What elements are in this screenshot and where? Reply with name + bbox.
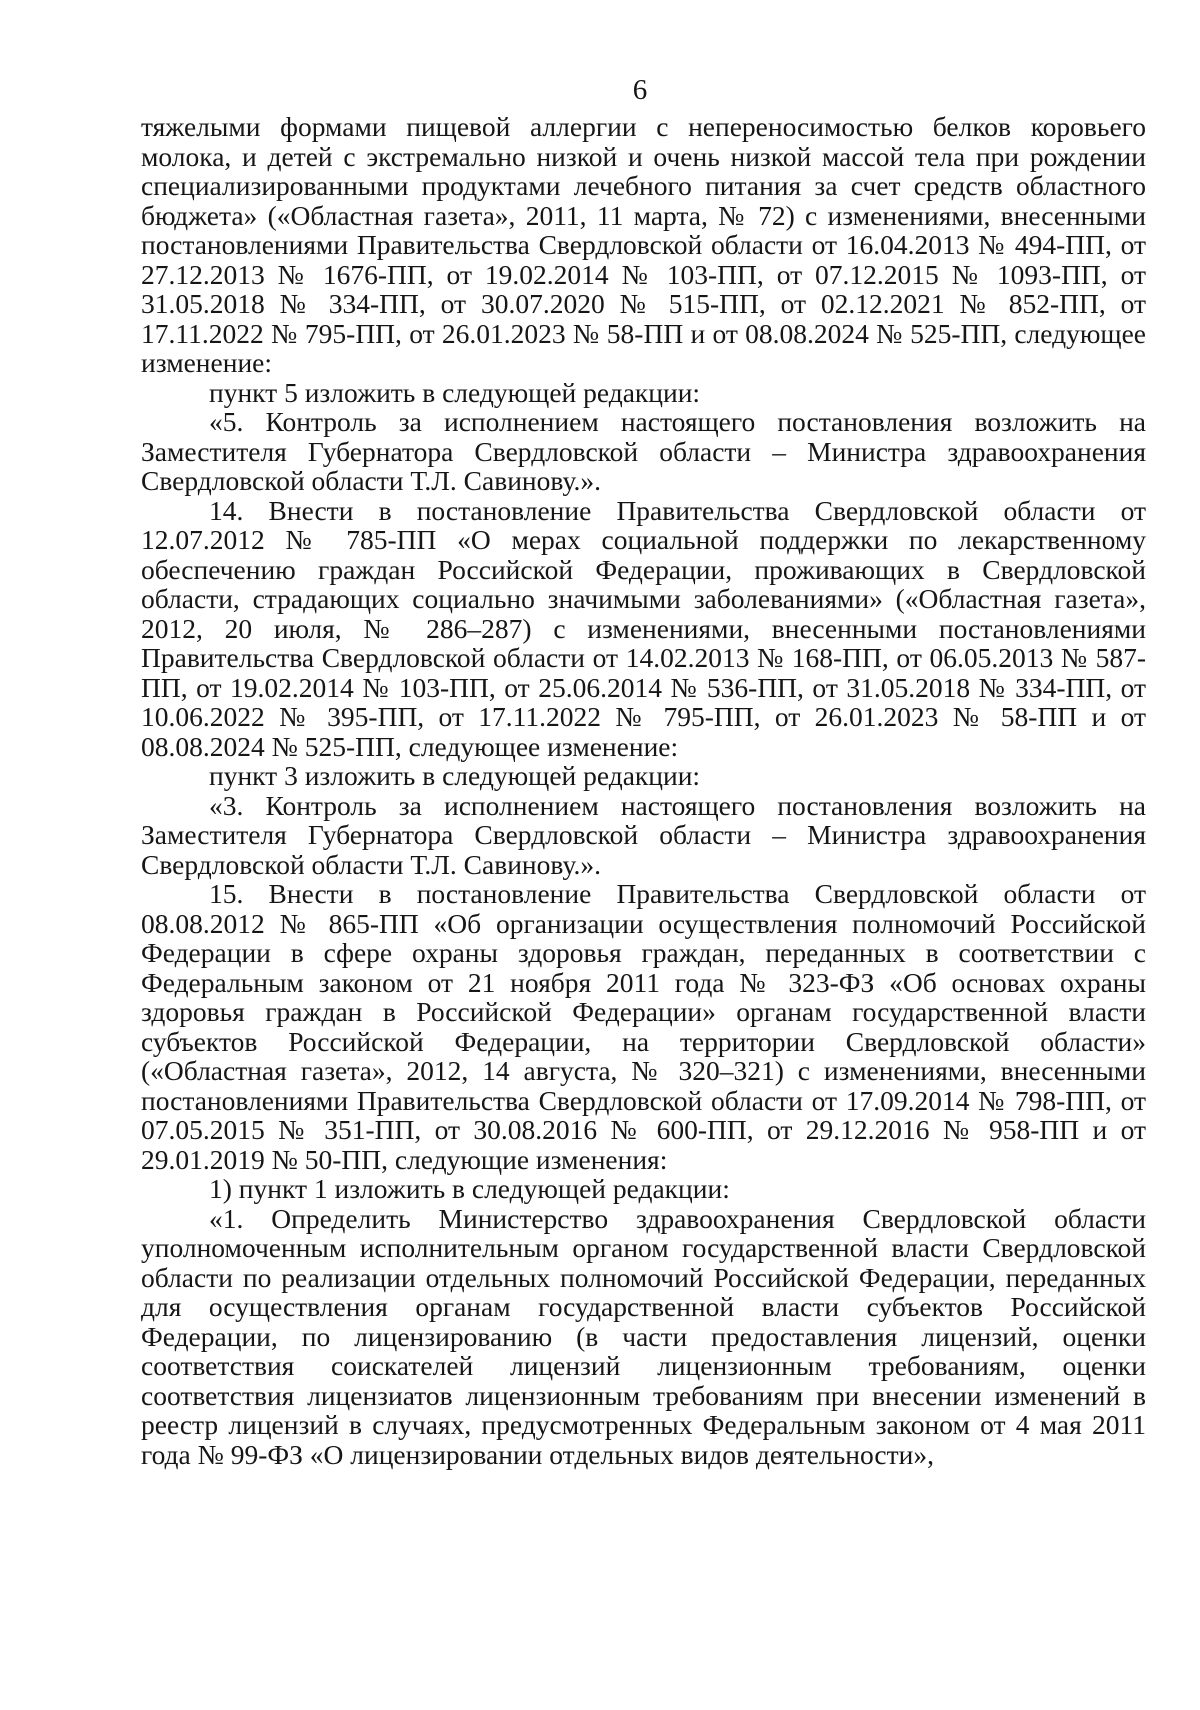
- paragraph-intro-continued: тяжелыми формами пищевой аллергии с непереносимостью белков коровьего молока, и детей с экстремально низкой и очень низкой массой тела при рождении специализированными продуктами лечебного питания за счет средств областного бюджета» («Областная газета», 2011, 11 марта, № 72) с изменениями, внесенными постановлениями Правительства Свердловской области от 16.04.2013 № 494-ПП, от 27.12.2013 № 1676-ПП, от 19.02.2014 № 103-ПП, от 07.12.2015 № 1093-ПП, от 31.05.2018 № 334-ПП, от 30.07.2020 № 515-ПП, от 02.12.2021 № 852-ПП, от 17.11.2022 № 795-ПП, от 26.01.2023 № 58-ПП и от 08.08.2024 № 525-ПП, следующее изменение:: [141, 111, 1146, 378]
- paragraph-point-3-text: «3. Контроль за исполнением настоящего постановления возложить на Заместителя Губернатора Свердловской области – Министра здравоохранения Свердловской области Т.Л. Савинову.».: [141, 789, 1146, 880]
- document-body: [141, 112, 1146, 1469]
- paragraph-subpoint-1-intro: 1) пункт 1 изложить в следующей редакции:: [209, 1173, 730, 1204]
- paragraph-point-1-text: «1. Определить Министерство здравоохранения Свердловской области уполномоченным исполнительным органом государственной власти Свердловской области по реализации отдельных полномочий Российской Федерации, переданных для осуществления органам государственной власти субъектов Российской Федерации, по лицензированию (в части предоставления лицензий, оценки соответствия соискателей лицензий лицензионным требованиям, оценки соответствия лицензиатов лицензионным требованиям при внесении изменений в реестр лицензий в случаях, предусмотренных Федеральным законом от 4 мая 2011 года № 99-ФЗ «О лицензировании отдельных видов деятельности»,: [141, 1202, 1146, 1470]
- paragraph-item-14: 14. Внести в постановление Правительства Свердловской области от 12.07.2012 № 785-ПП «О мерах социальной поддержки по лекарственному обеспечению граждан Российской Федерации, проживающих в Свердловской области, страдающих социально значимыми заболеваниями» («Областная газета», 2012, 20 июля, № 286–287) с изменениями, внесенными постановлениями Правительства Свердловской области от 14.02.2013 № 168-ПП, от 06.05.2013 № 587-ПП, от 19.02.2014 № 103-ПП, от 25.06.2014 № 536-ПП, от 31.05.2018 № 334-ПП, от 10.06.2022 № 395-ПП, от 17.11.2022 № 795-ПП, от 26.01.2023 № 58-ПП и от 08.08.2024 № 525-ПП, следующее изменение:: [141, 494, 1146, 762]
- paragraph-point-5-text: «5. Контроль за исполнением настоящего постановления возложить на Заместителя Губернатора Свердловской области – Министра здравоохранения Свердловской области Т.Л. Савинову.».: [141, 406, 1146, 496]
- paragraph-point-3-intro: пункт 3 изложить в следующей редакции:: [209, 760, 701, 791]
- page-number: 6: [632, 74, 648, 106]
- paragraph-item-15: 15. Внести в постановление Правительства Свердловской области от 08.08.2012 № 865-ПП «Об организации осуществления полномочий Российской Федерации в сфере охраны здоровья граждан, переданных в соответствии с Федеральным законом от 21 ноября 2011 года № 323-ФЗ «Об основах охраны здоровья граждан в Российской Федерации» органам государственной власти субъектов Российской Федерации, на территории Свердловской области» («Областная газета», 2012, 14 августа, № 320–321) с изменениями, внесенными постановлениями Правительства Свердловской области от 17.09.2014 № 798-ПП, от 07.05.2015 № 351-ПП, от 30.08.2016 № 600-ПП, от 29.12.2016 № 958-ПП и от 29.01.2019 № 50-ПП, следующие изменения:: [141, 878, 1146, 1175]
- paragraph-point-5-intro: пункт 5 изложить в следующей редакции:: [209, 376, 701, 408]
